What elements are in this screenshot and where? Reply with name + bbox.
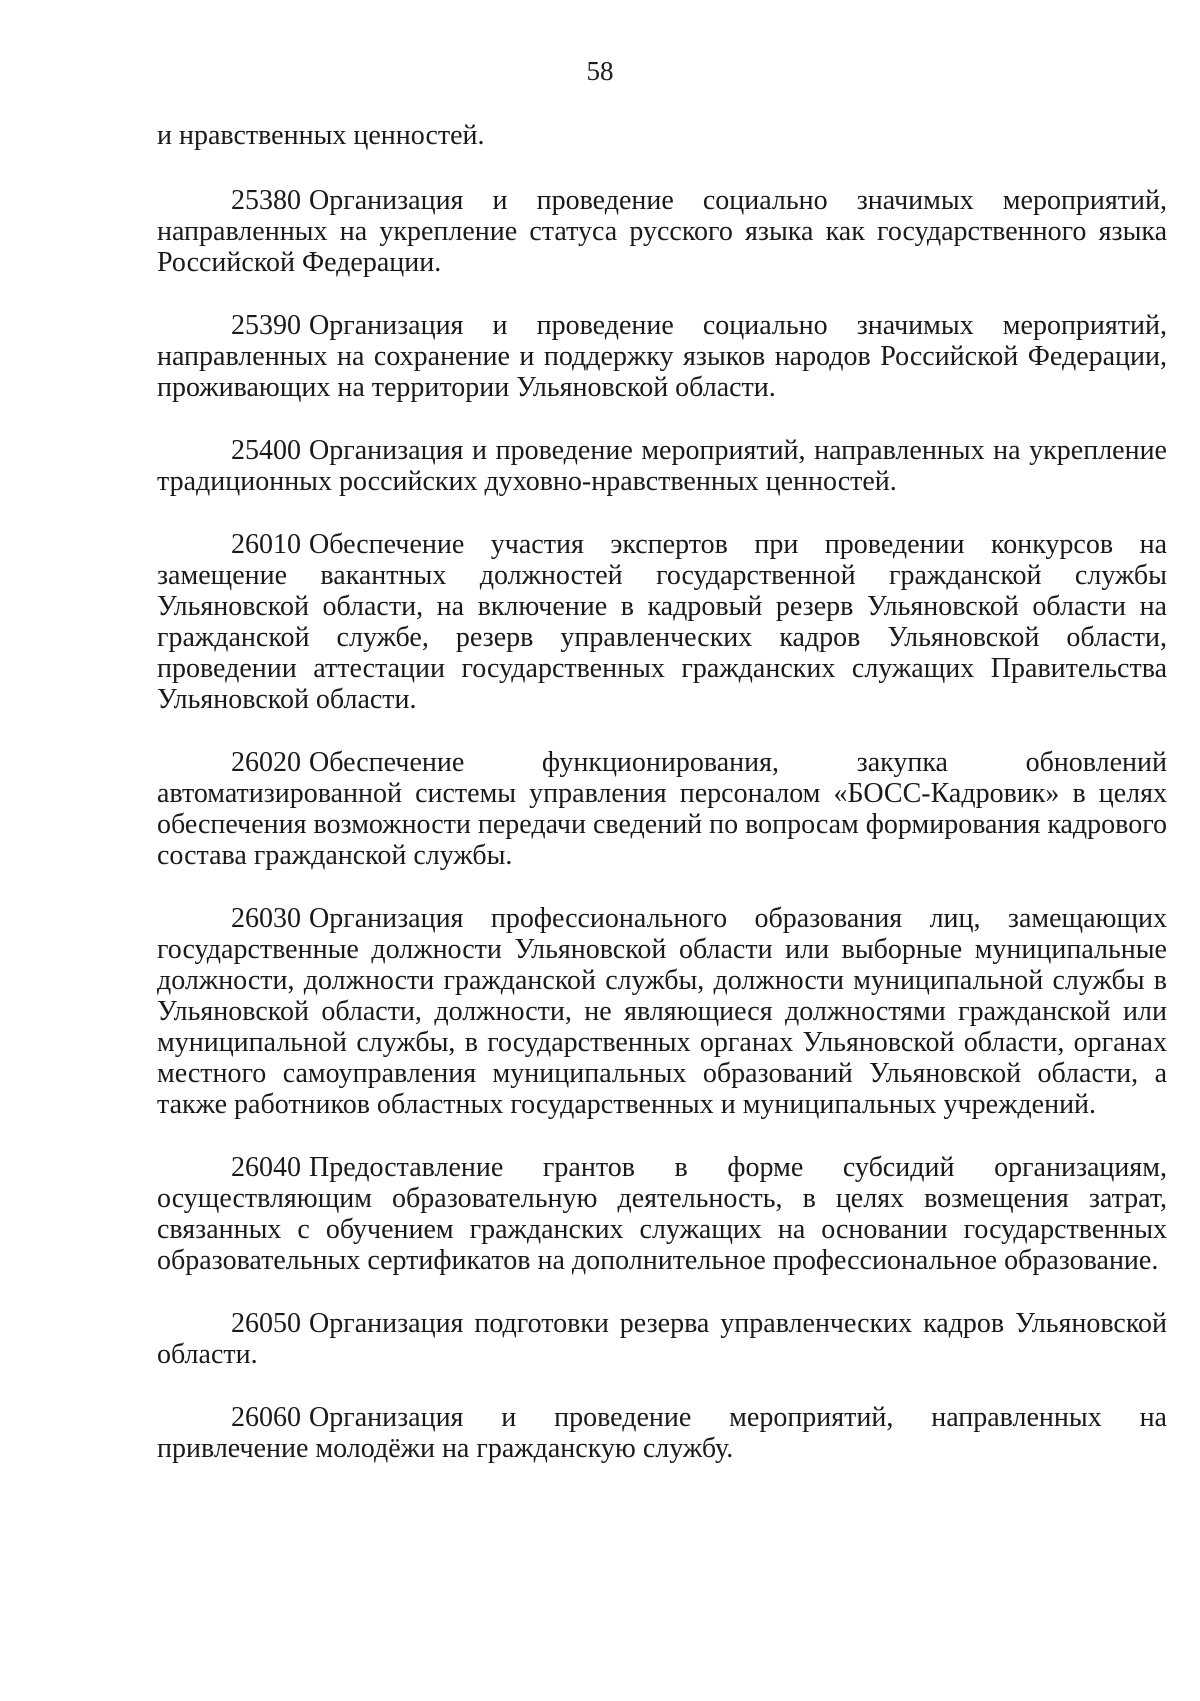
item-code: 26020 [231, 747, 301, 778]
item-text: Организация и проведение мероприятий, направленных на укрепление традиционных российских духовно-нравственных ценностей. [157, 435, 1167, 497]
list-item [157, 185, 1167, 278]
item-code: 25390 [231, 310, 301, 341]
list-item [157, 1152, 1167, 1276]
item-code: 26050 [231, 1308, 301, 1339]
document-body [157, 120, 1167, 1496]
item-text: Организация и проведение социально значимых мероприятий, направленных на сохранение и поддержку языков народов Российской Федерации, проживающих на территории Ульяновской области. [157, 310, 1167, 403]
item-text: Организация профессионального образования лиц, замещающих государственные должности Ульяновской области или выборные муниципальные должности, должности гражданской службы, должности муниципальной службы в Ульяновской области, должности, не являющиеся должностями гражданской или муниципальной службы, в государственных органах Ульяновской области, органах местного самоуправления муниципальных образований Ульяновской области, а также работников областных государственных и муниципальных учреждений. [157, 903, 1167, 1120]
item-text: Обеспечение участия экспертов при проведении конкурсов на замещение вакантных должностей государственной гражданской службы Ульяновской области, на включение в кадровый резерв Ульяновской области на гражданской службе, резерв управленческих кадров Ульяновской области, проведении аттестации государственных гражданских служащих Правительства Ульяновской области. [157, 529, 1167, 715]
item-text: Организация и проведение социально значимых мероприятий, направленных на укрепление статуса русского языка как государственного языка Российской Федерации. [157, 185, 1167, 278]
list-item [157, 1308, 1167, 1370]
list-item [157, 1402, 1167, 1464]
item-code: 26060 [231, 1402, 301, 1433]
list-item [157, 903, 1167, 1120]
list-item [157, 747, 1167, 871]
item-code: 26040 [231, 1152, 301, 1183]
item-text: Обеспечение функционирования, закупка обновлений автоматизированной системы управления персоналом «БОСС-Кадровик» в целях обеспечения возможности передачи сведений по вопросам формирования кадрового состава гражданской службы. [157, 747, 1167, 871]
list-item [157, 435, 1167, 497]
item-text: Организация подготовки резерва управленческих кадров Ульяновской области. [157, 1308, 1167, 1370]
item-code: 26010 [231, 529, 301, 560]
item-code: 25380 [231, 185, 301, 216]
item-text: Предоставление грантов в форме субсидий организациям, осуществляющим образовательную деятельность, в целях возмещения затрат, связанных с обучением гражданских служащих на основании государственных образовательных сертификатов на дополнительное профессиональное образование. [157, 1152, 1167, 1276]
list-item [157, 310, 1167, 403]
continuation-text: и нравственных ценностей. [157, 120, 485, 151]
item-text: Организация и проведение мероприятий, направленных на привлечение молодёжи на гражданскую службу. [157, 1402, 1167, 1464]
list-item [157, 529, 1167, 715]
item-code: 25400 [231, 435, 301, 466]
page-number: 58 [586, 56, 614, 86]
item-code: 26030 [231, 903, 301, 934]
